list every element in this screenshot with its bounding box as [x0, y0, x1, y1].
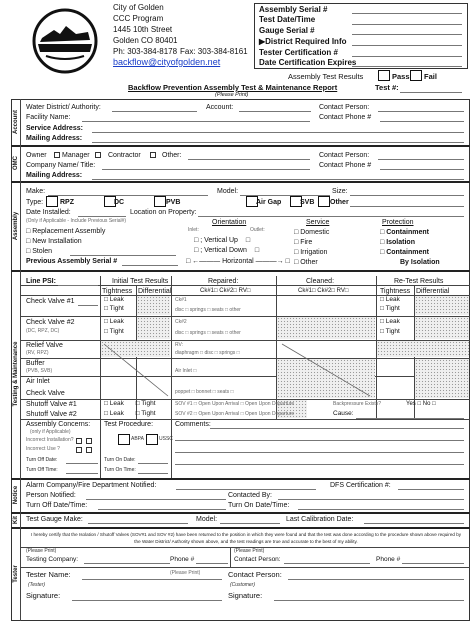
- only-if-applicable: (only if Applicable): [30, 429, 71, 435]
- gauge-make-label: Test Gauge Make:: [26, 516, 83, 523]
- yes-label: Yes: [406, 401, 416, 407]
- initial-diagonal-lines: [100, 340, 172, 400]
- tester-name-label: Tester Name:: [26, 570, 71, 579]
- only-if-note: (Only if Applicable - Include Previous Serial#): [26, 218, 127, 224]
- person-notified-field[interactable]: [86, 499, 226, 500]
- check2-retest-leak-label: Leak: [385, 318, 400, 325]
- check2-label: Check Valve #2: [26, 319, 75, 326]
- check1-other: other: [229, 307, 241, 313]
- notice-tab: Notice: [11, 478, 21, 512]
- sov2-arrival: Open Upon Arrival: [198, 411, 240, 417]
- airinlet-repaired-parts: poppet □ bonnet □ seats □: [175, 389, 234, 395]
- address-line-2: Golden CO 80401: [113, 36, 178, 45]
- last-cal-field[interactable]: [364, 523, 464, 524]
- repaired-heading: Repaired:: [208, 278, 239, 285]
- phone-number: Ph: 303-384-8178: [113, 47, 178, 56]
- sov1-label: SOV #1: [175, 401, 193, 407]
- omc-mailing-address-label: Mailing Address:: [26, 172, 83, 179]
- check1-repaired-parts: disc □ springs □ seats □ other: [175, 307, 241, 313]
- tester-cert-label: Tester Certification #: [259, 48, 338, 57]
- tester-name-field[interactable]: [82, 579, 222, 580]
- testing-company-label: Testing Company:: [26, 556, 79, 563]
- incorrect-install-no[interactable]: [86, 438, 92, 444]
- type-pvb-label: PVB: [166, 199, 181, 206]
- type-label: Type:: [26, 199, 44, 206]
- last-cal-label: Last Calibration Date:: [286, 516, 354, 523]
- manager-label: Manager: [62, 152, 90, 159]
- tester-company-bottom: [21, 567, 470, 568]
- buffer-air-inlet-label: Air Inlet: [175, 368, 192, 374]
- owner-label: Owner: [26, 152, 47, 159]
- shade-check2-retest: [415, 317, 469, 339]
- no-label: No: [422, 401, 431, 407]
- shade-buffer-retest: [415, 359, 469, 398]
- omc-mailing-address-field[interactable]: [92, 179, 464, 180]
- dfs-label: DFS Certification #:: [330, 482, 391, 489]
- vertical-up-option[interactable]: □ ; Vertical Up □: [194, 237, 251, 244]
- protection-containment-option[interactable]: □ Containment: [380, 229, 429, 236]
- shade-relief-retest: [377, 341, 469, 357]
- previous-serial-label: Previous Assembly Serial #: [26, 258, 118, 265]
- buffer-label: Buffer: [26, 360, 45, 367]
- line-psi-label: Line PSI:: [26, 278, 56, 285]
- row-line-buffer: [21, 358, 470, 359]
- service-address-field[interactable]: [92, 132, 464, 133]
- sov1-departure: Open Upon Departure: [245, 401, 295, 407]
- airinlet-seats: seats: [217, 389, 230, 395]
- check1-tight[interactable]: □ Tight: [104, 305, 124, 312]
- mailing-address-field[interactable]: [92, 142, 464, 143]
- turn-off-datetime-field[interactable]: [98, 509, 226, 510]
- account-divider: [11, 145, 470, 147]
- account-field[interactable]: [239, 111, 311, 112]
- testing-company-field[interactable]: [84, 563, 170, 564]
- sov2-label: SOV #2: [175, 411, 193, 417]
- shutoff2-label: Shutoff Valve #2: [26, 411, 77, 418]
- account-tab: Account: [11, 99, 21, 145]
- person-notified-label: Person Notified:: [26, 492, 76, 499]
- service-address-label: Service Address:: [26, 125, 83, 132]
- cause-label: Cause:: [333, 410, 354, 417]
- relief-disc: disc: [204, 350, 214, 356]
- incorrect-use-no[interactable]: [86, 447, 92, 453]
- company-phone-field[interactable]: [196, 563, 228, 564]
- contractor-checkbox[interactable]: [150, 152, 156, 158]
- check2-disc: disc: [175, 330, 184, 336]
- shade-check1-retest: [415, 296, 469, 315]
- test-number-field[interactable]: [400, 92, 462, 93]
- results-label: Assembly Test Results: [288, 72, 364, 81]
- check2-repaired-parts: disc □ springs □ seats □ other: [175, 330, 241, 336]
- contacted-by-field[interactable]: [278, 499, 464, 500]
- alarm-label: Alarm Company/Fire Department Notified:: [26, 482, 157, 489]
- stolen-field[interactable]: [70, 255, 176, 256]
- fail-checkbox[interactable]: [410, 70, 422, 81]
- customer-caption: (Customer): [230, 582, 256, 588]
- relief-diaphragm: diaphragm: [175, 350, 199, 356]
- row-line-airinlet: [21, 376, 470, 377]
- contact-person-field[interactable]: [378, 111, 464, 112]
- email-link[interactable]: backflow@cityofgolden.net: [113, 57, 221, 67]
- assembly-divider: [11, 270, 470, 272]
- customer-name-field[interactable]: [288, 579, 464, 580]
- service-other-label: Other: [300, 259, 318, 266]
- assembly-tab: Assembly: [11, 181, 21, 270]
- contact-person-label: Contact Person:: [319, 104, 370, 111]
- vertical-up-label: ; Vertical Up: [200, 237, 238, 244]
- pass-label: Pass: [392, 72, 410, 81]
- turn-off-time-field[interactable]: [66, 473, 98, 474]
- protection-containment2-label: Containment: [386, 249, 429, 256]
- horizontal-label: Horizontal: [222, 258, 254, 265]
- check2-repaired-ck: Ck#2: [175, 319, 187, 325]
- shutoff2-leak[interactable]: □ Leak □ Tight: [104, 410, 156, 417]
- comments-label: Comments:: [175, 421, 211, 428]
- city-logo: [32, 8, 98, 74]
- other-field[interactable]: [188, 159, 310, 160]
- sov1-arrival: Open Upon Arrival: [198, 401, 240, 407]
- check2-other: other: [229, 330, 241, 336]
- test-date-label: Test Date/Time: [259, 15, 316, 24]
- service-domestic-option[interactable]: □ Domestic: [294, 229, 330, 236]
- turn-on-datetime-label: Turn On Date/Time:: [228, 502, 290, 509]
- omc-contact-person-label: Contact Person:: [319, 152, 370, 159]
- omc-divider: [11, 181, 470, 183]
- tester-cert-field[interactable]: [352, 56, 462, 57]
- make-label: Make:: [26, 188, 46, 195]
- company-please-print: (Please Print): [26, 548, 57, 554]
- type-airgap-label: Air Gap: [256, 199, 282, 206]
- row-line-checkvalve: [21, 399, 470, 400]
- tester-tab: Tester: [11, 527, 21, 621]
- check2-leak-label: Leak: [109, 318, 124, 325]
- tester-caption: (Tester): [28, 582, 46, 588]
- check2-retest-tight[interactable]: □ Tight: [380, 328, 400, 335]
- turn-off-date-label: Turn Off Date:: [26, 457, 58, 463]
- certify-statement: I hereby certify that the Isolation / Shutoff Valves (SOV#1 and SOV #2) have been returned to the position in which they were found and that the test was done according to the procedure shown above required by the Water District/ Authority shown above, and the test readings are true and accurate to the best of my ability.: [30, 532, 462, 544]
- replacement-label: Replacement Assembly: [32, 228, 106, 235]
- gauge-make-field[interactable]: [88, 523, 188, 524]
- location-label: Location on Property:: [130, 209, 197, 216]
- relief-repaired-parts: diaphragm □ disc □ springs □: [175, 350, 240, 356]
- testing-divider: [11, 478, 470, 480]
- sov2-departure: Open Upon Departure: [245, 411, 295, 417]
- initial-tightness-heading: Tightness: [102, 288, 133, 295]
- retest-differential-heading: Differential: [416, 288, 450, 295]
- relief-label: Relief Valve: [26, 342, 63, 349]
- shutoff1-label: Shutoff Valve #1: [26, 401, 77, 408]
- mailing-address-label: Mailing Address:: [26, 135, 83, 142]
- shutoff2-leak-label: Leak: [109, 410, 124, 417]
- row-line-shutoff: [21, 419, 470, 420]
- cleaned-parts: Ck#1□ Ck#2□ RV□: [298, 288, 349, 294]
- ussc-checkbox[interactable]: [146, 434, 158, 445]
- service-heading: Service: [306, 219, 330, 226]
- water-district-field[interactable]: [112, 111, 197, 112]
- orientation-heading: Orientation: [212, 219, 247, 226]
- cleaned-diagonal-lines: [276, 340, 376, 400]
- omc-tab: OMC: [11, 145, 21, 181]
- turn-off-date-field[interactable]: [66, 463, 98, 464]
- service-irrigation-label: Irrigation: [300, 249, 328, 256]
- company-name-label: Company Name/ Title:: [26, 162, 96, 169]
- service-fire-option[interactable]: □ Fire: [294, 239, 313, 246]
- incorrect-use-label: Incorrect Use ?: [26, 446, 60, 452]
- fail-label: Fail: [424, 72, 437, 81]
- protection-isolation-option[interactable]: □ Isolation: [380, 239, 415, 246]
- sov2-status: SOV #2 □ Open Upon Arrival □ Open Upon Departure: [175, 411, 295, 417]
- gauge-serial-label: Gauge Serial #: [259, 26, 315, 35]
- test-date-field[interactable]: [352, 24, 462, 25]
- protection-heading: Protection: [382, 219, 414, 226]
- tester-please-print: (Please Print): [170, 570, 201, 576]
- location-field[interactable]: [198, 216, 464, 217]
- gauge-model-label: Model:: [196, 516, 218, 523]
- check2-tight[interactable]: □ Tight: [104, 328, 124, 335]
- incorrect-install-yes[interactable]: [76, 438, 82, 444]
- testing-tab: Testing & Maintenance: [11, 270, 21, 478]
- shutoff1-leak[interactable]: □ Leak □ Tight: [104, 400, 156, 407]
- cause-field[interactable]: [356, 418, 464, 419]
- fax-number: Fax: 303-384-8161: [180, 47, 248, 56]
- airinlet-bonnet: bonnet: [196, 389, 212, 395]
- sov1-status: SOV #1 □ Open Upon Arrival □ Open Upon Departure: [175, 401, 295, 407]
- service-domestic-label: Domestic: [300, 229, 330, 236]
- airinlet-poppet: poppet: [175, 389, 191, 395]
- buffer-air-inlet: Air Inlet □: [175, 368, 197, 374]
- previous-serial-field[interactable]: [122, 265, 178, 266]
- check1-tight-label: Tight: [109, 305, 124, 312]
- row-line-check1: [21, 295, 470, 296]
- check1-disc: disc: [175, 307, 184, 313]
- turn-on-datetime-field[interactable]: [298, 509, 464, 510]
- procedure-divider: [171, 419, 172, 478]
- check2-springs: springs: [189, 330, 206, 336]
- account-label: Account:: [206, 104, 234, 111]
- check1-leak-label: Leak: [109, 296, 124, 303]
- type-dc-label: DC: [114, 199, 125, 206]
- check2-tight-label: Tight: [109, 328, 124, 335]
- backpressure-label: Backpressure Exists?: [333, 401, 382, 407]
- row-line-check2: [21, 316, 470, 317]
- omc-contact-phone-label: Contact Phone #: [319, 162, 372, 169]
- inlet-label: Inlet:: [188, 227, 199, 233]
- omc-contact-person-field[interactable]: [378, 159, 464, 160]
- tester-signature-label: Signature:: [26, 591, 61, 600]
- contractor-label: Contractor: [108, 152, 141, 159]
- shutoff1-leak-label: Leak: [109, 400, 124, 407]
- check1-retest-leak[interactable]: □ Leak: [380, 296, 400, 303]
- address-line-1: 1445 10th Street: [113, 25, 173, 34]
- retest-tightness-heading: Tightness: [380, 288, 411, 295]
- tester-signature-field[interactable]: [72, 600, 222, 601]
- abpa-checkbox[interactable]: [118, 434, 130, 445]
- service-fire-label: Fire: [300, 239, 313, 246]
- relief-note: (RV, RPZ): [26, 350, 49, 356]
- initial-differential-heading: Differential: [138, 288, 172, 295]
- new-installation-option[interactable]: □ New Installation: [26, 238, 82, 245]
- buffer-note: (PVB, SVB): [26, 368, 53, 374]
- city-name: City of Golden: [113, 3, 164, 12]
- type-other-field[interactable]: [350, 206, 464, 207]
- cleaned-heading: Cleaned:: [306, 278, 335, 285]
- comments-line-2[interactable]: [175, 440, 464, 441]
- line-psi-field[interactable]: [58, 285, 98, 286]
- retest-heading: Re-Test Results: [394, 278, 444, 285]
- contact-phone-field[interactable]: [380, 121, 464, 122]
- assembly-serial-field[interactable]: [352, 13, 462, 14]
- protection-containment2-option[interactable]: □ Containment: [380, 249, 429, 256]
- contact-phone-label: Contact Phone #: [319, 114, 372, 121]
- size-field[interactable]: [350, 195, 464, 196]
- gauge-serial-field[interactable]: [352, 34, 462, 35]
- new-installation-label: New Installation: [32, 238, 82, 245]
- shade-check2-cleaned: [277, 317, 375, 339]
- turn-off-datetime-label: Turn Off Date/Time:: [26, 502, 88, 509]
- size-label: Size:: [332, 188, 348, 195]
- turn-on-time-label: Turn On Time:: [104, 467, 136, 473]
- protection-byisolation-label: By Isolation: [400, 259, 440, 266]
- horizontal-option[interactable]: □ ←——— Horizontal ———→ □: [186, 258, 290, 265]
- check1-retest-tight-label: Tight: [385, 305, 400, 312]
- notice-divider: [11, 512, 470, 514]
- tester-company-split: [230, 547, 231, 567]
- check1-springs: springs: [189, 307, 206, 313]
- comments-line-1[interactable]: [210, 428, 464, 429]
- company-name-field[interactable]: [102, 169, 310, 170]
- type-other-checkbox[interactable]: [318, 196, 330, 207]
- tester-contact-person-field[interactable]: [284, 563, 370, 564]
- contact-phone2-field[interactable]: [402, 563, 464, 564]
- omc-contact-phone-field[interactable]: [380, 169, 464, 170]
- kit-divider: [11, 527, 470, 529]
- air-inlet-label: Air Inlet: [26, 378, 50, 385]
- stolen-option[interactable]: □ Stolen: [26, 248, 53, 255]
- water-district-label: Water District/ Authority:: [26, 104, 101, 111]
- district-info-label: ▶District Required Info: [259, 37, 347, 46]
- kit-tab: Kit: [11, 512, 21, 527]
- please-print-note: (Please Print): [215, 92, 249, 98]
- owner-checkbox[interactable]: [54, 152, 60, 158]
- assembly-serial-label: Assembly Serial #: [259, 5, 328, 14]
- incorrect-use-yes[interactable]: [76, 447, 82, 453]
- comments-line-4[interactable]: [175, 464, 464, 465]
- check1-field[interactable]: [78, 305, 98, 306]
- shade-check2-initial: [137, 317, 170, 339]
- abpa-label: ABPA: [131, 436, 144, 442]
- test-procedure-label: Test Procedure:: [104, 421, 154, 428]
- contacted-by-label: Contacted By:: [228, 492, 272, 499]
- customer-signature-field[interactable]: [274, 600, 464, 601]
- contact-phone2-label: Phone #: [376, 556, 401, 563]
- model-label: Model:: [217, 188, 239, 195]
- check1-leak[interactable]: □ Leak: [104, 296, 124, 303]
- relief-repaired-rv: RV:: [175, 342, 184, 348]
- comments-line-3[interactable]: [175, 452, 464, 453]
- vertical-down-option[interactable]: □ ; Vertical Down □: [194, 247, 260, 254]
- check-valve-label: Check Valve: [26, 390, 65, 397]
- shade-check1-diff: [137, 296, 170, 315]
- service-other-option[interactable]: □ Other: [294, 259, 318, 266]
- check2-retest-tight-label: Tight: [385, 328, 400, 335]
- check1-retest-tight[interactable]: □ Tight: [380, 305, 400, 312]
- customer-signature-label: Signature:: [228, 591, 263, 600]
- company-phone-label: Phone #: [170, 556, 195, 563]
- ussc-label: USSC: [159, 436, 173, 442]
- gauge-model-field[interactable]: [220, 523, 280, 524]
- stolen-label: Stolen: [32, 248, 53, 255]
- concerns-label: Assembly Concerns:: [26, 421, 91, 428]
- program-name: CCC Program: [113, 14, 164, 23]
- manager-checkbox[interactable]: [95, 152, 101, 158]
- pass-checkbox[interactable]: [378, 70, 390, 81]
- cert-expires-field[interactable]: [352, 66, 462, 67]
- turn-on-date-label: Turn On Date:: [104, 457, 136, 463]
- type-rpz-checkbox[interactable]: [46, 196, 58, 207]
- contact-please-print: (Please Print): [234, 548, 265, 554]
- check1-repaired-ck: Ck#1: [175, 297, 187, 303]
- date-installed-label: Date Installed:: [26, 209, 71, 216]
- turn-on-time-field[interactable]: [138, 473, 168, 474]
- initial-results-heading: Initial Test Results: [112, 278, 169, 285]
- protection-containment-label: Containment: [386, 229, 429, 236]
- date-installed-field[interactable]: [78, 216, 126, 217]
- test-number-label: Test #:: [375, 83, 399, 92]
- concerns-divider: [100, 419, 101, 478]
- turn-off-time-label: Turn Off Time:: [26, 467, 58, 473]
- report-title: Backflow Prevention Assembly Test & Maintenance Report: [128, 83, 338, 92]
- dfs-field[interactable]: [398, 489, 464, 490]
- backpressure-yes[interactable]: Yes □ No □: [406, 401, 436, 407]
- check2-seats: seats: [211, 330, 224, 336]
- facility-name-label: Facility Name:: [26, 114, 71, 121]
- make-field[interactable]: [48, 195, 208, 196]
- protection-isolation-label: Isolation: [386, 239, 415, 246]
- check2-leak[interactable]: □ Leak: [104, 318, 124, 325]
- check1-seats: seats: [211, 307, 224, 313]
- replacement-option[interactable]: □ Replacement Assembly: [26, 228, 106, 235]
- check1-label: Check Valve #1: [26, 298, 75, 305]
- check2-note: (DC, RPZ, DC): [26, 328, 60, 334]
- relief-springs: springs: [219, 350, 236, 356]
- tester-contact-person-label: Contact Person:: [234, 556, 281, 563]
- repaired-parts: Ck#1□ Ck#2□ RV□: [200, 288, 251, 294]
- turn-on-date-field[interactable]: [138, 463, 168, 464]
- type-svb-label: SVB: [300, 199, 315, 206]
- alarm-field[interactable]: [176, 489, 316, 490]
- type-rpz-label: RPZ: [60, 199, 74, 206]
- facility-name-field[interactable]: [82, 121, 310, 122]
- service-irrigation-option[interactable]: □ Irrigation: [294, 249, 328, 256]
- other-label: Other:: [162, 152, 182, 159]
- incorrect-install-label: Incorrect Installation?: [26, 437, 74, 443]
- check1-retest-leak-label: Leak: [385, 296, 400, 303]
- district-info-field[interactable]: [352, 45, 462, 46]
- type-other-label: Other: [330, 199, 349, 206]
- type-pvb-checkbox[interactable]: [154, 196, 166, 207]
- shutoff1-tight-label: Tight: [141, 400, 156, 407]
- check2-retest-leak[interactable]: □ Leak: [380, 318, 400, 325]
- outlet-label: Outlet:: [250, 227, 265, 233]
- shutoff2-tight-label: Tight: [141, 410, 156, 417]
- customer-name-label: Contact Person:: [228, 570, 282, 579]
- cert-expires-label: Date Certification Expires: [259, 58, 357, 67]
- vertical-down-label: ; Vertical Down: [200, 247, 247, 254]
